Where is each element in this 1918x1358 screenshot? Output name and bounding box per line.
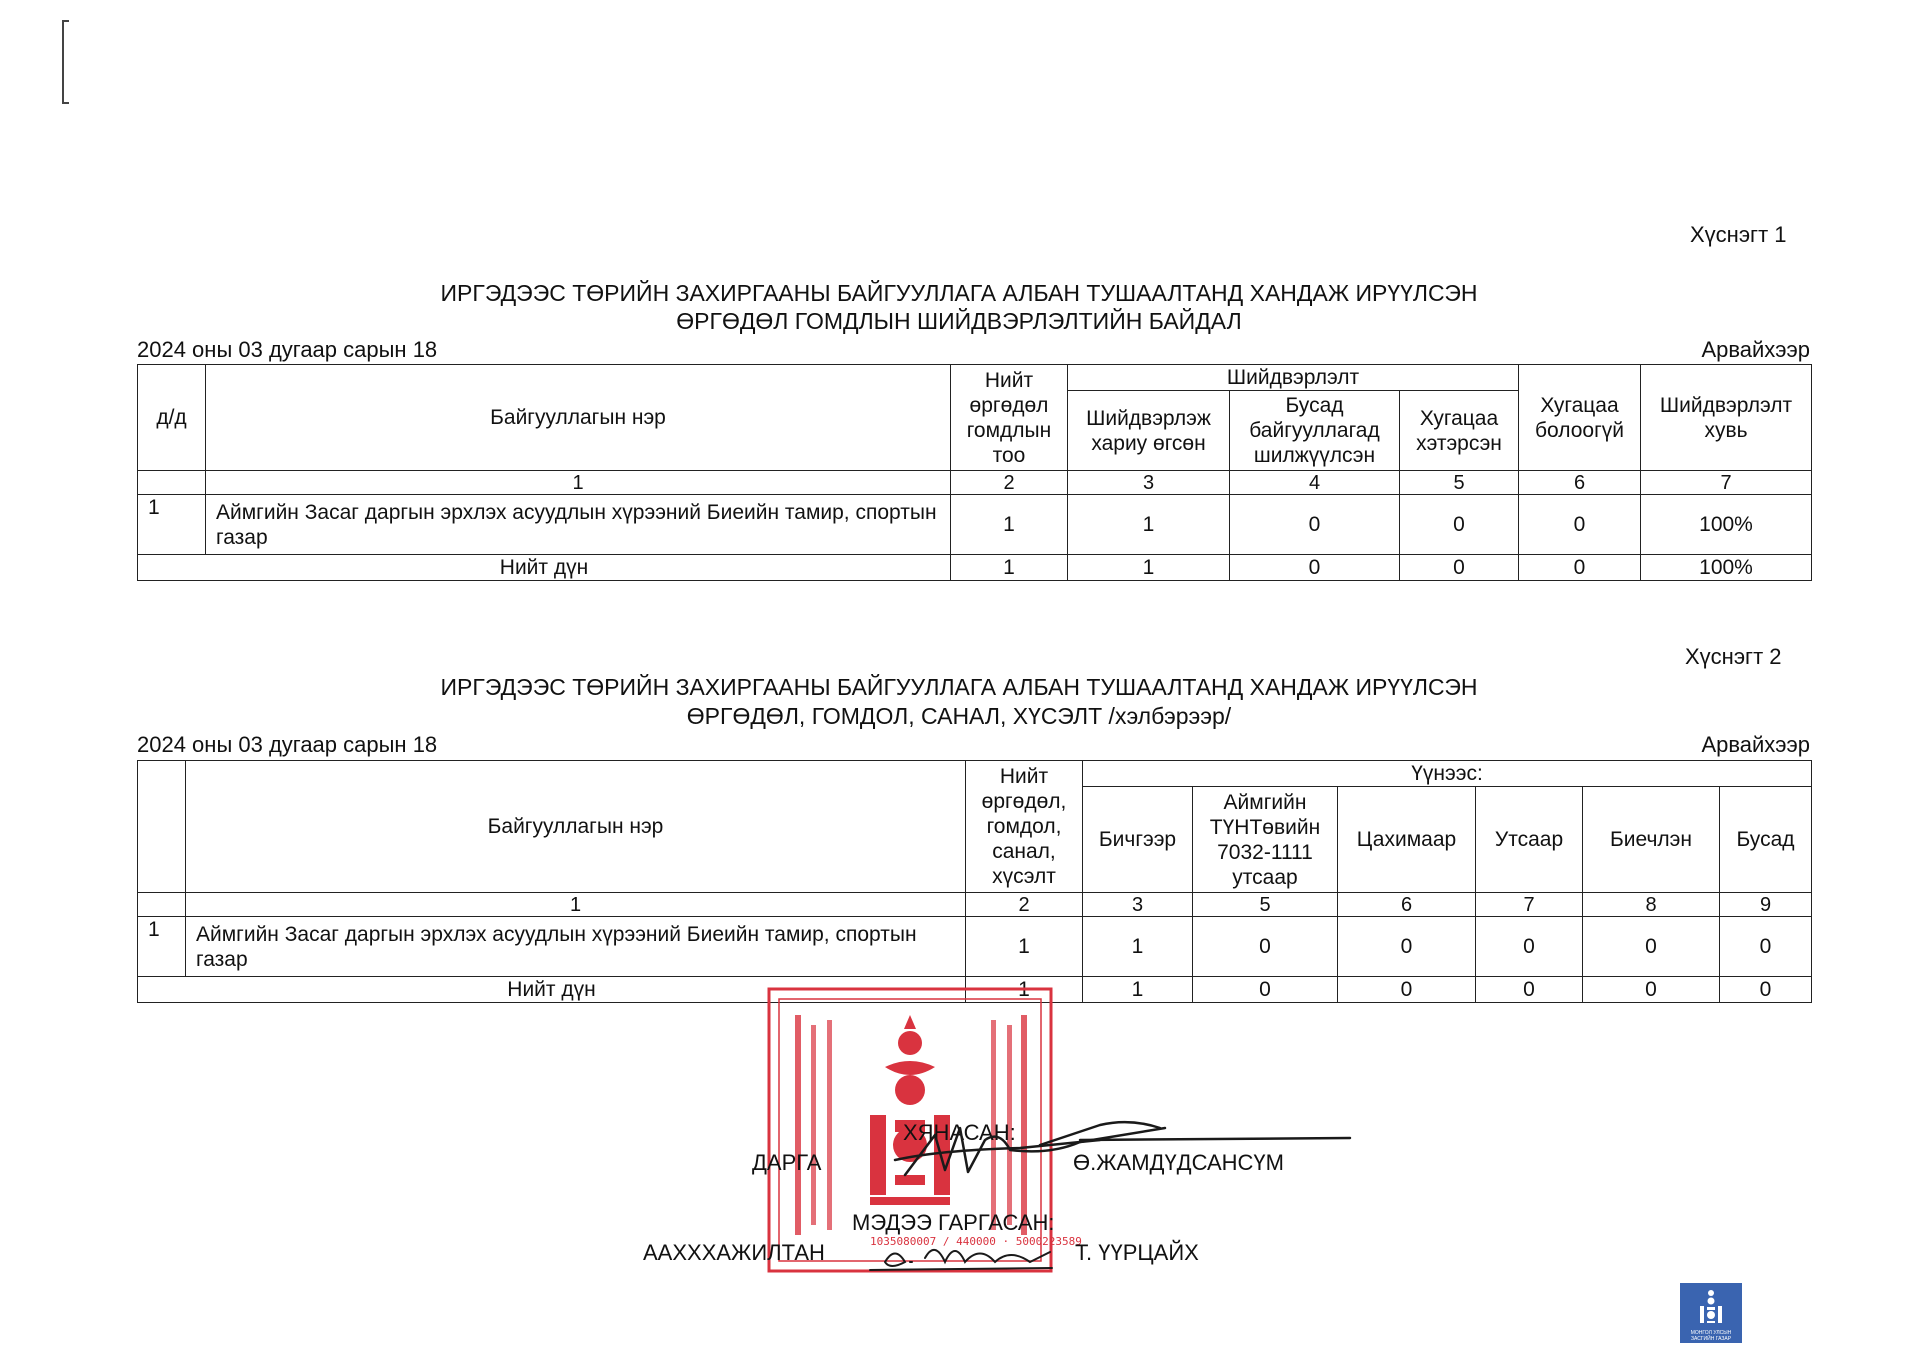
total-value: 1 [1083,977,1193,1003]
table2-title-line2: ӨРГӨДӨЛ, ГОМДОЛ, САНАЛ, ХҮСЭЛТ /хэлбэрээр/ [686,703,1232,729]
table1-title-line2: ӨРГӨДӨЛ ГОМДЛЫН ШИЙДВЭРЛЭЛТИЙН БАЙДАЛ [676,308,1242,334]
total-value: 0 [1338,977,1476,1003]
col-number: 1 [206,471,951,495]
row-value: 0 [1519,495,1641,555]
col-number: 3 [1068,471,1230,495]
col-number: 5 [1193,893,1338,917]
total-value: 1 [951,555,1068,581]
total-value: 0 [1230,555,1400,581]
col-number: 2 [966,893,1083,917]
row-value: 0 [1476,917,1583,977]
row-value: 1 [1083,917,1193,977]
annex-1-label: Хүснэгт 1 [1690,222,1787,247]
row-value: 0 [1583,917,1720,977]
row-value: 0 [1400,495,1519,555]
header-dd: д/д [138,365,206,471]
col-number: 1 [186,893,966,917]
header-rate: Шийдвэрлэлт хувь [1641,365,1812,471]
header-in-person: Биечлэн [1583,787,1720,893]
header-total: Нийт өргөдөл гомдлын тоо [951,365,1068,471]
total-value: 0 [1583,977,1720,1003]
header-phone: Утсаар [1476,787,1583,893]
row-value: 0 [1193,917,1338,977]
col-number: 4 [1230,471,1400,495]
row-value: 1 [951,495,1068,555]
col-number: 5 [1400,471,1519,495]
row-value: 1 [966,917,1083,977]
stamp-registry-numbers: 1035080007 / 440000 · 5000223589 [870,1235,1082,1248]
header-answered: Шийдвэрлэж хариу өгсөн [1068,391,1230,471]
row-value: 0 [1720,917,1812,977]
total-label: Нийт дүн [138,555,951,581]
total-value: 0 [1400,555,1519,581]
col-number-blank [138,471,206,495]
header-resolution: Шийдвэрлэлт [1068,365,1519,391]
total-value: 0 [1193,977,1338,1003]
table2-date: 2024 оны 03 дугаар сарын 18 [137,732,438,757]
row-org-name: Аймгийн Засаг даргын эрхлэх асуудлын хүрээний Биеийн тамир, спортын газар [186,917,966,977]
total-label: Нийт дүн [138,977,966,1003]
prepared-label: МЭДЭЭ ГАРГАСАН: [852,1210,1055,1235]
col-number: 8 [1583,893,1720,917]
forms-table [137,760,1812,1003]
col-number: 6 [1338,893,1476,917]
header-org-name: Байгууллагын нэр [186,761,966,893]
header-dd-blank [138,761,186,893]
table-row [138,495,1812,555]
annex-2-label: Хүснэгт 2 [1685,644,1782,669]
header-overdue: Хугацаа хэтэрсэн [1400,391,1519,471]
row-value: 0 [1338,917,1476,977]
header-phone-center: Аймгийн ТҮНТөвийн 7032-1111 утсаар [1193,787,1338,893]
emblem-caption-line1: МОНГОЛ УЛСЫН [1690,1330,1732,1336]
header-from: Үүнээс: [1083,761,1812,787]
table2-title-line1: ИРГЭДЭЭС ТӨРИЙН ЗАХИРГААНЫ БАЙГУУЛЛАГА АЛБАН ТУШААЛТАНД ХАНДАЖ ИРҮҮЛСЭН [440,674,1478,700]
approved-label: ХЯНАСАН: [903,1120,1016,1145]
total-row [138,555,1812,581]
total-value: 100% [1641,555,1812,581]
col-number: 7 [1641,471,1812,495]
header-other: Бусад [1720,787,1812,893]
header-not-due: Хугацаа болоогүй [1519,365,1641,471]
row-number: 1 [138,495,206,555]
scan-edge-mark [62,20,69,104]
total-value: 0 [1519,555,1641,581]
resolution-table [137,364,1812,581]
col-number: 9 [1720,893,1812,917]
staff-title: ААХХХАЖИЛТАН [643,1240,825,1265]
staff-name: Т. ҮҮРЦАЙХ [1075,1240,1199,1265]
col-number: 3 [1083,893,1193,917]
total-value: 0 [1720,977,1812,1003]
table1-date: 2024 оны 03 дугаар сарын 18 [137,337,438,362]
row-value: 100% [1641,495,1812,555]
emblem-caption-line2: ЗАСГИЙН ГАЗАР [1690,1336,1732,1342]
header-total: Нийт өргөдөл, гомдол, санал, хүсэлт [966,761,1083,893]
table1-title-line1: ИРГЭДЭЭС ТӨРИЙН ЗАХИРГААНЫ БАЙГУУЛЛАГА АЛБАН ТУШААЛТАНД ХАНДАЖ ИРҮҮЛСЭН [440,280,1478,306]
col-number: 6 [1519,471,1641,495]
row-number: 1 [138,917,186,977]
col-number: 7 [1476,893,1583,917]
table-row [138,917,1812,977]
row-value: 0 [1230,495,1400,555]
header-written: Бичгээр [1083,787,1193,893]
col-number: 2 [951,471,1068,495]
header-org-name: Байгууллагын нэр [206,365,951,471]
total-value: 1 [966,977,1083,1003]
header-digital: Цахимаар [1338,787,1476,893]
row-value: 1 [1068,495,1230,555]
col-number-blank [138,893,186,917]
total-value: 1 [1068,555,1230,581]
row-org-name: Аймгийн Засаг даргын эрхлэх асуудлын хүрээний Биеийн тамир, спортын газар [206,495,951,555]
table2-place: Арвайхээр [1701,732,1810,757]
director-title: ДАРГА [752,1150,822,1175]
total-value: 0 [1476,977,1583,1003]
director-name: Ө.ЖАМДҮДСАНСҮМ [1073,1150,1284,1175]
table1-place: Арвайхээр [1701,337,1810,362]
header-transferred: Бусад байгууллагад шилжүүлсэн [1230,391,1400,471]
